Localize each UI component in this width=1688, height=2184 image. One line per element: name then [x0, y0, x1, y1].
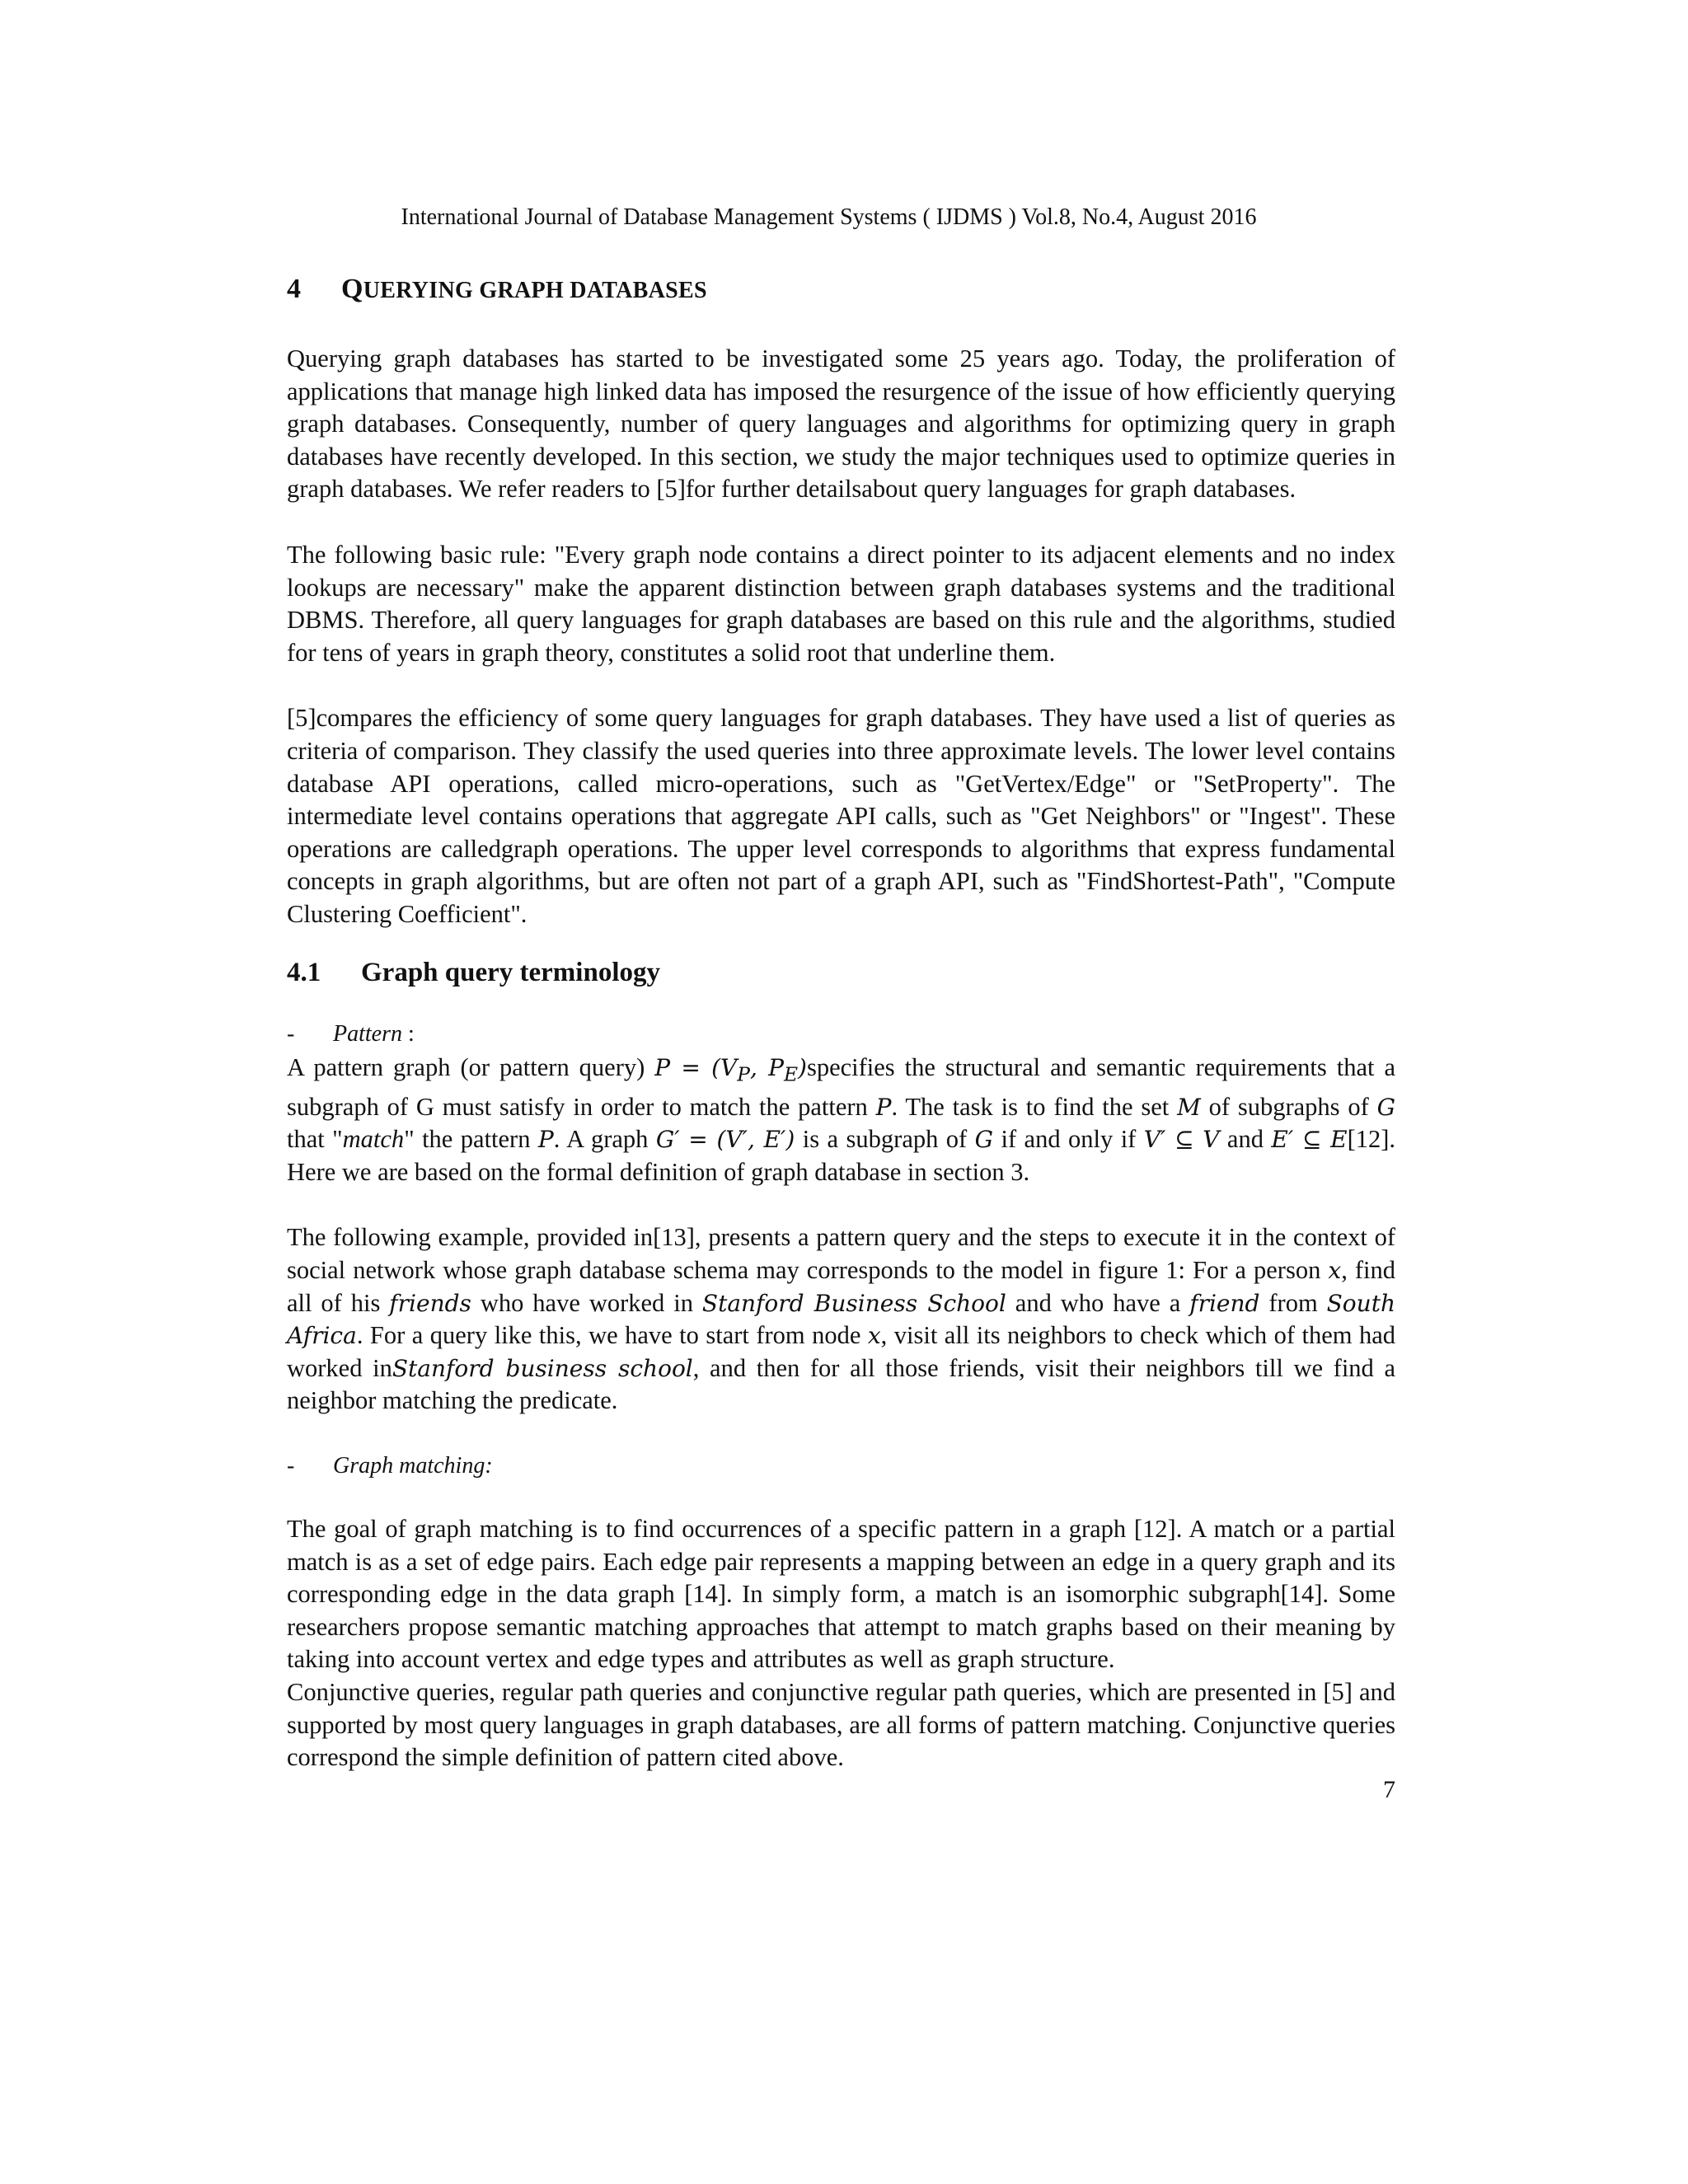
section-title [341, 270, 707, 310]
math-subscript: E [784, 1062, 799, 1086]
text-run: [12]. Here we are based on the formal definition of graph database in section 3. [287, 1125, 1396, 1186]
math-subscript: P [737, 1062, 750, 1086]
subsection-heading [287, 954, 1395, 991]
paragraph-basic-rule: The following basic rule: "Every graph node contains a direct pointer to its adjacent elements and no index lookups are necessary" make the apparent distinction between graph databases systems and the traditional DBMS. Therefore, all query languages for graph databases are based on this rule and the algorithms, studied for tens of years in graph theory, constitutes a solid root that underline them. [287, 540, 1395, 667]
math-run: P = (V [654, 1053, 738, 1081]
text-run: from [1259, 1288, 1327, 1317]
math-run: , P [749, 1053, 784, 1081]
text-run: " the pattern [404, 1125, 538, 1154]
math-run: Stanford business school [392, 1354, 693, 1382]
text-run: of subgraphs of [1200, 1092, 1377, 1121]
math-run: E′ ⊆ E [1271, 1126, 1348, 1154]
text-run: , and then for all those friends, visit their neighbors till we find a neighbor matching the predicate. [287, 1353, 1395, 1415]
text-run: A pattern graph (or pattern query) [287, 1052, 655, 1081]
bullet-label: Pattern [333, 1020, 402, 1047]
text-run: , find all of his [287, 1256, 1395, 1317]
math-run: G′ = (V′, E′) [655, 1126, 795, 1154]
bullet-label: Graph matching: [333, 1453, 493, 1479]
bullet-dash: - [287, 1020, 295, 1047]
math-run: Stanford Business School [701, 1289, 1006, 1317]
math-run: G [974, 1126, 994, 1154]
paper-page [287, 201, 1395, 1806]
text-run: who have worked in [471, 1288, 702, 1317]
bullet-pattern [287, 1019, 1395, 1050]
paragraph-comparison: [5]compares the efficiency of some query languages for graph databases. They have used a list of queries as criteria of comparison. They classify the used queries into three approximate levels. The lower level contains database API operations, called micro-operations, such as "GetVertex/Edge" or "SetProperty". The intermediate level contains operations that aggregate API calls, such as "Get Neighbors" or "Ingest". These operations are calledgraph operations. The upper level corresponds to algorithms that express fundamental concepts in graph algorithms, but are often not part of a graph API, such as "FindShortest-Path", "Compute Clustering Coefficient". [287, 704, 1395, 928]
text-run: is a subgraph of [795, 1125, 975, 1154]
text-run: if and only if [993, 1125, 1144, 1154]
math-run: ) [798, 1053, 807, 1081]
text-run: that " [287, 1125, 343, 1154]
bullet-graph-matching [287, 1451, 1395, 1482]
text-run: . A graph [553, 1125, 656, 1154]
text-run: The following example, provided in[13], presents a pattern query and the steps to execute it in the context of social network whose graph database schema may corresponds to the model in figure 1: For a person [287, 1223, 1395, 1285]
math-run: friends [389, 1289, 471, 1317]
math-run: M [1177, 1093, 1201, 1121]
section-heading [287, 270, 1395, 310]
paragraph-example [287, 1221, 1395, 1418]
paragraph-pattern-definition [287, 1052, 1395, 1189]
text-run: . The task is to find the set [891, 1092, 1178, 1121]
math-pattern-def [654, 1053, 807, 1086]
bullet-suffix: : [402, 1020, 415, 1047]
emphasis-run: match [342, 1125, 405, 1154]
section-number: 4 [287, 274, 301, 304]
math-run: South Africa [287, 1289, 1395, 1350]
text-run: and [1219, 1125, 1272, 1154]
math-run: x [1328, 1257, 1342, 1285]
journal-header: International Journal of Database Management Systems ( IJDMS ) Vol.8, No.4, August 2016 [401, 204, 1257, 230]
text-run: specifies the structural and semantic requirements that a subgraph of G must satisfy in order to match the pattern [287, 1052, 1396, 1121]
paragraph-conjunctive-queries: Conjunctive queries, regular path queries and conjunctive regular path queries, which are presented in [5] and supported by most query languages in graph databases, are all forms of pattern matching. Conjunctive queries correspond the simple definition of pattern cited above. [287, 1678, 1395, 1772]
subsection-title: Graph query terminology [361, 957, 660, 987]
page-number: 7 [1383, 1775, 1395, 1803]
math-run: V′ ⊆ V [1143, 1126, 1220, 1154]
text-run: , visit all its neighbors to check which of them had worked in [287, 1321, 1395, 1382]
text-run: and who have a [1006, 1288, 1190, 1317]
section-title-rest: UERYING GRAPH DATABASES [363, 278, 707, 303]
paragraph-graph-matching: The goal of graph matching is to find occurrences of a specific pattern in a graph [12]. A match or a partial match is as a set of edge pairs. Each edge pair represents a mapping between an edge in a query graph and its corresponding edge in the data graph [14]. In simply form, a match is an isomorphic subgraph[14]. Some researchers propose semantic matching approaches that attempt to match graphs based on their meaning by taking into account vertex and edge types and attributes as well as graph structure. [287, 1515, 1395, 1674]
math-run: x [867, 1322, 881, 1350]
text-run: . For a query like this, we have to start from node [356, 1321, 868, 1350]
math-run: G [1376, 1093, 1395, 1121]
math-run: friend [1189, 1289, 1260, 1317]
subsection-number: 4.1 [287, 957, 321, 987]
math-run: P [875, 1093, 892, 1121]
section-title-initial: Q [341, 274, 363, 304]
paragraph-intro: Querying graph databases has started to be investigated some 25 years ago. Today, the proliferation of applications that manage high linked data has imposed the resurgence of the issue of how efficiently querying graph databases. Consequently, number of query languages and algorithms for optimizing query in graph databases have recently developed. In this section, we study the major techniques used to optimize queries in graph databases. We refer readers to [5]for further detailsabout query languages for graph databases. [287, 344, 1395, 504]
math-run: P [537, 1126, 554, 1154]
bullet-dash: - [287, 1453, 295, 1479]
